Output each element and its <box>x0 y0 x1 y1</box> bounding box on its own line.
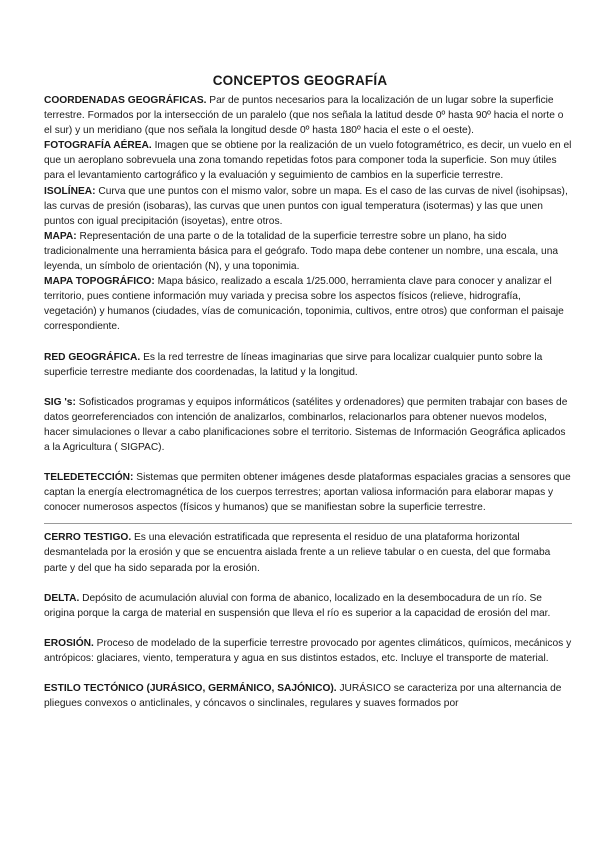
entry-term: SIG 's: <box>44 396 76 408</box>
entry-text: Mapa básico, realizado a escala 1/25.000, herramienta clave para conocer y analizar el territorio, pues contiene información muy variada y precisa sobre los aspectos físicos (relieve, hidrografía, vegetación) y humanos (ciudades, vías de comunicación, toponimia, cultivos, entre otros) que conforman el paisaje correspondiente. <box>44 276 564 333</box>
section-divider <box>44 523 572 524</box>
entry-text: Es una elevación estratificada que representa el residuo de una plataforma horizontal desmantelada por la erosión y que se encuentra aislada frente a un relieve tabular o en cuesta, del que formaba parte y del que ha sido separada por la erosión. <box>44 532 551 574</box>
entry-fotografia-aerea <box>44 138 574 183</box>
entry-erosion <box>44 636 574 666</box>
entry-text: Curva que une puntos con el mismo valor, sobre un mapa. Es el caso de las curvas de nivel (isohipsas), las curvas de presión (isobaras), las curvas que unen puntos con igual temperatura (isotermas) y las que unen puntos con igual precipitación (isoyetas), entre otros. <box>44 185 568 227</box>
entry-text: Par de puntos necesarios para la localización de un lugar sobre la superficie terrestre. Formados por la intersección de un paralelo (que nos señala la latitud desde 0º hasta 90º hacia el norte o el sur) y un meridiano (que nos señala la longitud desde 0º hasta 180º hacia el este o el oeste). <box>44 95 564 137</box>
entry-delta <box>44 591 574 621</box>
page-title: CONCEPTOS GEOGRAFÍA <box>212 73 388 88</box>
entry-text: Proceso de modelado de la superficie terrestre provocado por agentes climáticos, químicos, mecánicos y antrópicos: glaciares, viento, temperatura y agua en sus distintos estados, etc. Incluye el transporte de material. <box>44 637 572 664</box>
entry-text: JURÁSICO se caracteriza por una alternancia de pliegues convexos o anticlinales, y cóncavos o sinclinales, regulares y suaves formados por <box>44 683 562 710</box>
entry-text: Representación de una parte o de la totalidad de la superficie terrestre sobre un plano, ha sido tradicionalmente una herramienta básica para el geógrafo. Todo mapa debe contener un nombre, una escala, una leyenda, un símbolo de orientación (N), y una toponimia. <box>44 230 559 273</box>
entry-text: Depósito de acumulación aluvial con forma de abanico, localizado en la desembocadura de un río. Se origina porque la carga de material en suspensión que lleva el río es superior a la capacidad de erosión del mar. <box>44 592 551 619</box>
entry-term: TELEDETECCIÓN: <box>44 472 134 484</box>
entry-mapa-topografico <box>44 274 574 334</box>
entry-estilo-tectonico <box>44 681 574 711</box>
entry-cerro-testigo <box>44 530 574 575</box>
entry-coordenadas-geograficas <box>44 93 574 138</box>
entry-mapa <box>44 229 574 274</box>
entry-term: CERRO TESTIGO. <box>44 532 132 544</box>
entry-text: Imagen que se obtiene por la realización de un vuelo fotogramétrico, es decir, un vuelo en el que un aeroplano sobrevuela una zona tomando repetidas fotos para componer toda la superficie. Son muy útiles para el levantamiento cartográfico y la evaluación y seguimiento de cambios en la superficie terrestre. <box>44 140 572 182</box>
entry-red-geografica <box>44 350 574 380</box>
entry-term: MAPA TOPOGRÁFICO: <box>44 276 155 288</box>
entry-term: ESTILO TECTÓNICO (JURÁSICO, GERMÁNICO, SAJÓNICO). <box>44 683 337 694</box>
entry-term: COORDENADAS GEOGRÁFICAS. <box>44 95 207 106</box>
entry-text: Sistemas que permiten obtener imágenes desde plataformas espaciales gracias a sensores que captan la energía electromagnética de los cuerpos terrestres; aportan valiosa información para elaborar mapas y conocer numerosos aspectos (físicos y humanos) que se manifiestan sobre la superficie terrestre. <box>44 472 571 514</box>
entry-sig <box>44 395 574 455</box>
document-body <box>44 93 574 711</box>
entry-term: EROSIÓN. <box>44 637 94 649</box>
entry-isolinea <box>44 184 574 229</box>
entry-term: DELTA. <box>44 592 80 604</box>
entry-term: MAPA: <box>44 230 77 242</box>
entry-term: ISOLÍNEA: <box>44 185 96 197</box>
entry-text: Sofisticados programas y equipos informáticos (satélites y ordenadores) que permiten trabajar con bases de datos georreferenciados con intención de analizarlos, combinarlos, relacionarlos para obtener nuevos modelos, hacer simulaciones o llevar a cabo planificaciones sobre el territorio. Sistemas de Información Geográfica aplicados a la Agricultura ( SIGPAC). <box>44 396 568 453</box>
entry-term: FOTOGRAFÍA AÉREA. <box>44 140 152 152</box>
entry-teledeteccion <box>44 470 574 515</box>
entry-text: Es la red terrestre de líneas imaginarias que sirve para localizar cualquier punto sobre la superficie terrestre mediante dos coordenadas, la latitud y la longitud. <box>44 351 543 378</box>
entry-term: RED GEOGRÁFICA. <box>44 351 141 363</box>
